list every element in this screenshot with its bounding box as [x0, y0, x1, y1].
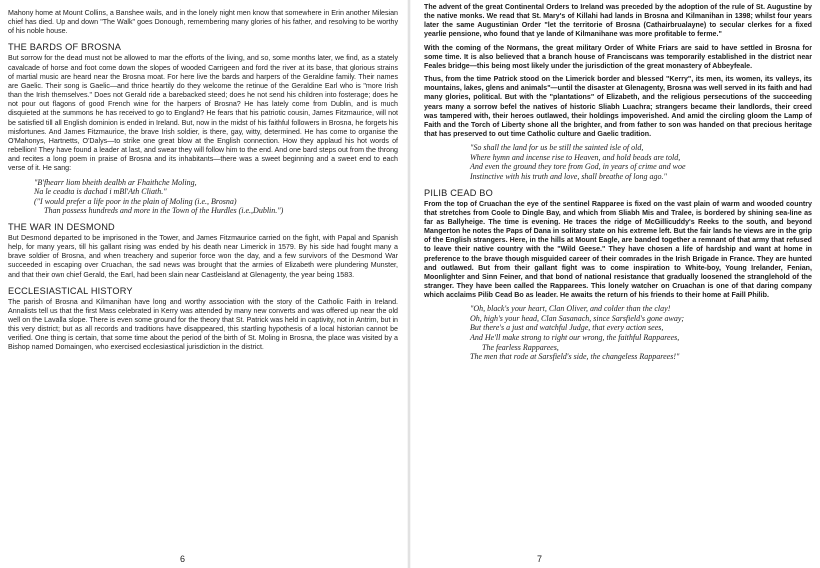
verse-line: And even the ground they tore from God, in years of crime and woe — [470, 162, 686, 172]
verse-line: "So shall the land for us be still the sainted isle of old, — [470, 143, 644, 153]
verse-sainted-isle — [424, 143, 812, 181]
paragraph-plantations: Thus, from the time Patrick stood on the Limerick border and blessed "Kerry", its men, its women, its valleys, its mountains, lakes, glens and animals"—until the disaster at Glenagenty, Brosna was well served in its faith and had many glories, political. But with the "plantations" of Elizabeth, and the religious persecutions of the succeeding years many a sorrow befel the natives of historic Sliabh Luachra; strangers became their landlords, their creed was tampered with, their heroes outlawed, their holdings impoverished. And amid the circling gloom the Lamp of Faith and the Torch of Liberty shone all the brighter, and from father to son was handed on that precious heritage that has preserved to out time Catholic culture and Gaelic tradition. — [424, 75, 812, 139]
paragraph-pilib: From the top of Cruachan the eye of the sentinel Rapparee is fixed on the vast plain of warm and wooded country that stretches from Coole to Dingle Bay, and which from Sliabh Mis and Tralee, is bordered by shining sea-line as far as Ballyheige. The time is evening. He traces the ridge of McGillicuddy's Reeks to the south, and beyond Mangerton he notes the Paps of Dana in solitary state on his extreme left. But the fair lands he views are in the grip of the English strangers. Here, in the hills at Mount Eagle, are banded together a remnant of that army that refused to leave their native country with the "Wild Geese." They have chosen a life of hardship and want at home in preference to the brave though misguided career of their comrades in the Irish Brigade in France. They are hunted and outlawed. But from their gallant fight was to come inspiration to White-boy, Young Irelander, Fenian, Moonlighter and Sinn Feiner, and that bond of national resistance that gradually loosened the stranglehold of the stranger. They have been called the Rapparees. This lonely watcher on Cruachan is one of that daring company which acclaims Pilib Cead Bo as leader. He awaits the return of his friends to their home at Faill Philib. — [424, 199, 812, 300]
verse-line: And He'll make strong to right our wrong, the faithful Rapparees, — [470, 333, 680, 343]
verse-line: The fearless Rapparees, — [482, 342, 559, 352]
verse-line: Where hymn and incense rise to Heaven, and hold beads are told, — [470, 152, 681, 162]
verse-rapparees — [424, 304, 812, 362]
paragraph-war: But Desmond departed to be imprisoned in the Tower, and James Fitzmaurice carried on the fight, with Papal and Spanish help, for many years, till his gallant rising was ended by his death near Limerick in 1579. By his side had fought many a brave soldier of Brosna, and when treachery and superior force won the day, and a few survivors of the Desmond War succeeded in escaping over Cruachan, the sad news was brought that the armies of Elizabeth were plundering Munster, and that their own chief Gerald, the Earl, had been slain near Castleisland at Glenagenty, the year being 1583. — [8, 233, 398, 279]
page-number: 7 — [537, 553, 543, 564]
verse-line: Na le ceadta is dachad i mBl'Ath Cliath." — [34, 187, 167, 197]
verse-line: Oh, high's your head, Clan Sasanach, since Sarsfield's gone away; — [470, 313, 685, 323]
heading-ecclesiastical-history: ECCLESIASTICAL HISTORY — [8, 285, 133, 296]
paragraph-intro: Mahony home at Mount Collins, a Banshee wails, and in the lonely night men know that somewhere in Erin another Milesian chief has died. Up and down "The Walk" goes Donough, remembering many glories of his father, and resolving to be worthy of his noble house. — [8, 9, 398, 36]
heading-bards-of-brosna: THE BARDS OF BROSNA — [8, 42, 122, 53]
verse-line: Than possess hundreds and more in the Town of the Hurdles (i.e.,Dublin.") — [44, 206, 284, 216]
paragraph-orders: The advent of the great Continental Orders to Ireland was preceded by the adoption of the rule of St. Augustine by the native monks. We read that St. Mary's of Killahi had lands in Brosna and Kilmanihan in 1398; whilst four years later the same Augustinian Order "let the territorie of Brosna (Cathairbrualayne) to secular clerkes for a fixed yearlie pensione, who found that ye lande of Kilmanihane was more profitable to ferme." — [424, 3, 812, 39]
verse-line: ("I would prefer a life poor in the plain of Moling (i.e., Brosna) — [34, 196, 237, 206]
verse-line: "B'fhearr liom bheith dealbh ar Fhaithche Moling, — [34, 177, 197, 187]
heading-war-in-desmond: THE WAR IN DESMOND — [8, 221, 115, 232]
paragraph-normans: With the coming of the Normans, the great military Order of White Friars are said to have settled in Brosna for some time. It is also believed that a branch house of Franciscans was temporarily established in the district near Feales bridge—this being most likely under the jurisdiction of the great monastery of Abbeyfeale. — [424, 43, 812, 70]
paragraph-ecclesiastical: The parish of Brosna and Kilmanihan have long and worthy association with the story of the Catholic Faith in Ireland. Annalists tell us that the first Mass celebrated in Kerry was attended by many new converts and was offered up near the old well on the Lavalla slope. There is even some ground for the theory that St. Patrick was held in captivity, not in Antrim, but in this very district; but as all records and traditions have disappeared, this startling hypothesis of a local historian cannot be verified. One thing is certain, that some time about the period of the birth of St. Moling in Brosna, the place was visited by a Bishop named Domaingen, who exercised ecclesiastical jurisdiction in the district. — [8, 297, 398, 352]
verse-moling — [8, 178, 398, 216]
paragraph-bards: But sorrow for the dead must not be allowed to mar the efforts of the living, and so, some months later, we find, as a stately cavalcade of horse and foot come down the slopes of wooded Carrigeen and ford the river at its base, that glorious strains of martial music are heard near the Brosna moat. For here live the bards and harpers of the Geraldine family. Their names are Gaelic. Their song is Gaelic—and thrice heartily do they welcome the retinue of the Geraldine Earl who is "more Irish than the Irish themselves." Does not Gerald ride a barebacked steed; does he not send his children into fosterage; does he not pour out flagons of good French wine for the harpers of Brosna? He has lately come from Dublin, and is much disquieted at the summons he has received to go to England? He fears that his patriotic cousin, James Fitzmaurice, will not be satisfied till all English dominion is ended in Ireland. But, now in the midst of his faithful followers in Brosna, he forgets his misfortunes. And James Fitzmaurice, the brave Irish soldier, is there, gay, witty, determined. He has come to organise the O'Mahonys, Hartnetts, O'Dalys—to strike one great blow at the English connection. How they applaud his hot words of rebellion! They have found a leader at last, and swear they will follow him to the end. And one bard steps out from the throng and recites a long poem in praise of Brosna and its inhabitants—there was a sweet beginning and a sweet end to each verse of it. He sang: — [8, 54, 398, 173]
verse-line: The men that rode at Sarsfield's side, the changeless Rapparees!" — [470, 352, 680, 362]
page-number: 6 — [180, 553, 186, 564]
right-page — [410, 0, 820, 568]
verse-line: Instinctive with his truth and love, shall breathe of long ago." — [470, 171, 667, 181]
heading-pilib-cead-bo: PILIB CEAD BO — [424, 187, 493, 198]
verse-line: But there's a just and watchful Judge, that every action sees, — [470, 323, 664, 333]
verse-line: "Oh, black's your heart, Clan Oliver, and colder than the clay! — [470, 304, 671, 314]
left-page — [0, 0, 408, 568]
